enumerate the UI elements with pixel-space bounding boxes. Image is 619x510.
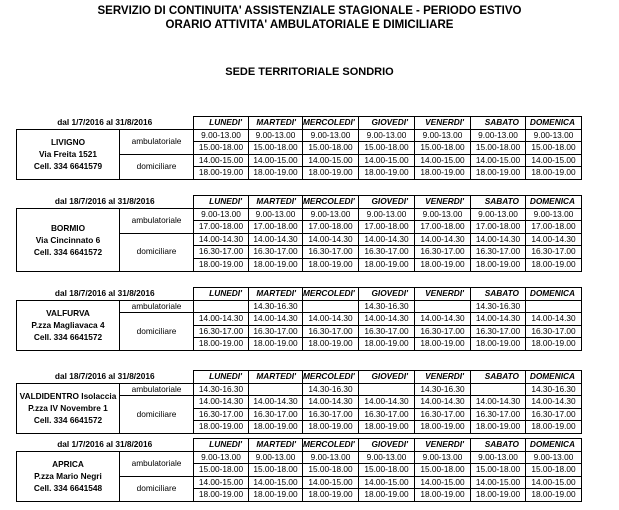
time-cell: 16.30-17.00 <box>415 325 471 338</box>
time-cell: 14.00-15.00 <box>359 154 415 167</box>
day-header: MARTEDI' <box>249 117 303 130</box>
time-cell: 17.00-18.00 <box>194 221 249 234</box>
location-phone: Cell. 334 6641579 <box>33 161 103 172</box>
time-cell: 14.00-14.30 <box>359 233 415 246</box>
day-header: VENERDI' <box>415 439 471 452</box>
time-cell: 9.00-13.00 <box>249 129 303 142</box>
time-cell: 14.00-14.30 <box>415 396 471 409</box>
time-cell: 15.00-18.00 <box>249 142 303 155</box>
time-cell: 16.30-17.00 <box>526 325 582 338</box>
time-cell: 9.00-13.00 <box>415 208 471 221</box>
day-header: GIOVEDI' <box>359 288 415 301</box>
time-cell: 14.00-15.00 <box>303 154 359 167</box>
time-cell: 18.00-19.00 <box>526 258 582 271</box>
time-cell: 14.00-15.00 <box>471 154 526 167</box>
time-cell: 9.00-13.00 <box>526 451 582 464</box>
location-name: APRICA <box>52 459 84 470</box>
day-header: SABATO <box>471 196 526 209</box>
time-cell <box>359 383 415 396</box>
time-cell: 14.30-16.30 <box>415 383 471 396</box>
time-cell: 14.00-14.30 <box>471 233 526 246</box>
time-cell: 14.00-15.00 <box>194 154 249 167</box>
day-header: LUNEDI' <box>194 196 249 209</box>
location-address: P.zza Magliavaca 4 <box>31 320 105 331</box>
time-cell: 17.00-18.00 <box>303 221 359 234</box>
service-type-label: domiciliare <box>120 313 194 351</box>
service-type-label: domiciliare <box>120 476 194 501</box>
location-phone: Cell. 334 6641572 <box>33 246 103 257</box>
day-header: SABATO <box>471 439 526 452</box>
time-cell: 9.00-13.00 <box>303 451 359 464</box>
time-cell: 16.30-17.00 <box>526 408 582 421</box>
time-cell: 15.00-18.00 <box>415 142 471 155</box>
time-cell: 9.00-13.00 <box>194 129 249 142</box>
time-cell: 18.00-19.00 <box>194 421 249 434</box>
day-header: MARTEDI' <box>249 371 303 384</box>
day-header: GIOVEDI' <box>359 196 415 209</box>
location-cell <box>17 383 120 433</box>
time-cell: 14.00-14.30 <box>359 313 415 326</box>
day-header-row <box>17 439 582 452</box>
time-cell <box>194 300 249 313</box>
document-subtitle: ORARIO ATTIVITA' AMBULATORIALE E DIMICILIARE <box>165 19 454 31</box>
time-cell: 14.00-14.30 <box>471 313 526 326</box>
time-cell: 16.30-17.00 <box>249 325 303 338</box>
day-header: GIOVEDI' <box>359 371 415 384</box>
time-cell <box>471 383 526 396</box>
day-header: LUNEDI' <box>194 288 249 301</box>
time-cell: 16.30-17.00 <box>415 246 471 259</box>
time-cell: 18.00-19.00 <box>471 167 526 180</box>
day-header-row <box>17 371 582 384</box>
day-header: VENERDI' <box>415 117 471 130</box>
time-cell: 16.30-17.00 <box>359 246 415 259</box>
schedule-row <box>17 208 582 221</box>
location-cell <box>17 129 120 179</box>
time-cell: 18.00-19.00 <box>359 258 415 271</box>
time-cell: 14.30-16.30 <box>303 383 359 396</box>
day-header-row <box>17 288 582 301</box>
time-cell: 17.00-18.00 <box>471 221 526 234</box>
section-title: SEDE TERRITORIALE SONDRIO <box>225 66 394 78</box>
location-name: BORMIO <box>50 222 86 233</box>
time-cell: 15.00-18.00 <box>526 142 582 155</box>
time-cell: 14.30-16.30 <box>526 383 582 396</box>
time-cell <box>303 300 359 313</box>
time-cell: 9.00-13.00 <box>359 208 415 221</box>
location-address: Via Freita 1521 <box>39 149 97 160</box>
time-cell <box>249 383 303 396</box>
time-cell: 17.00-18.00 <box>415 221 471 234</box>
period-dates: dal 18/7/2016 al 31/8/2016 <box>54 370 155 381</box>
time-cell: 18.00-19.00 <box>303 167 359 180</box>
time-cell: 15.00-18.00 <box>194 142 249 155</box>
schedule-block <box>16 195 582 272</box>
time-cell: 14.30-16.30 <box>249 300 303 313</box>
time-cell: 15.00-18.00 <box>303 464 359 477</box>
time-cell: 14.00-15.00 <box>526 476 582 489</box>
location-phone: Cell. 334 6641548 <box>33 483 103 494</box>
time-cell: 15.00-18.00 <box>249 464 303 477</box>
time-cell: 14.00-14.30 <box>194 233 249 246</box>
location-address: P.zza IV Novembre 1 <box>28 403 108 414</box>
day-header: DOMENICA <box>526 196 582 209</box>
time-cell: 9.00-13.00 <box>471 208 526 221</box>
time-cell: 16.30-17.00 <box>526 246 582 259</box>
day-header: GIOVEDI' <box>359 439 415 452</box>
time-cell: 18.00-19.00 <box>415 167 471 180</box>
time-cell: 9.00-13.00 <box>359 451 415 464</box>
time-cell: 16.30-17.00 <box>249 246 303 259</box>
location-name: VALFURVA <box>46 308 90 319</box>
service-type-label: ambulatoriale <box>120 208 194 233</box>
time-cell: 9.00-13.00 <box>303 129 359 142</box>
day-header: VENERDI' <box>415 196 471 209</box>
service-type-label: ambulatoriale <box>120 451 194 476</box>
time-cell: 9.00-13.00 <box>526 208 582 221</box>
day-header: GIOVEDI' <box>359 117 415 130</box>
time-cell: 18.00-19.00 <box>471 258 526 271</box>
schedule-block <box>16 116 582 180</box>
time-cell: 9.00-13.00 <box>415 129 471 142</box>
time-cell: 17.00-18.00 <box>526 221 582 234</box>
time-cell: 16.30-17.00 <box>194 246 249 259</box>
location-cell <box>17 300 120 350</box>
location-phone: Cell. 334 6641572 <box>33 332 103 343</box>
time-cell: 16.30-17.00 <box>471 246 526 259</box>
day-header: VENERDI' <box>415 288 471 301</box>
location-cell <box>17 451 120 501</box>
time-cell: 15.00-18.00 <box>471 464 526 477</box>
period-dates: dal 1/7/2016 al 31/8/2016 <box>57 116 153 127</box>
time-cell: 18.00-19.00 <box>249 421 303 434</box>
time-cell: 16.30-17.00 <box>471 325 526 338</box>
time-cell: 14.00-15.00 <box>471 476 526 489</box>
time-cell: 18.00-19.00 <box>249 338 303 351</box>
time-cell: 14.00-14.30 <box>415 313 471 326</box>
schedule-block <box>16 438 582 502</box>
period-dates: dal 18/7/2016 al 31/8/2016 <box>54 195 155 206</box>
time-cell: 15.00-18.00 <box>359 464 415 477</box>
time-cell: 14.00-14.30 <box>194 313 249 326</box>
time-cell: 14.00-15.00 <box>526 154 582 167</box>
day-header: MERCOLEDI' <box>303 288 359 301</box>
time-cell: 14.00-14.30 <box>249 396 303 409</box>
time-cell: 14.00-14.30 <box>526 313 582 326</box>
time-cell: 14.00-14.30 <box>303 396 359 409</box>
period-dates: dal 1/7/2016 al 31/8/2016 <box>57 438 153 449</box>
time-cell: 18.00-19.00 <box>415 489 471 502</box>
time-cell: 18.00-19.00 <box>303 258 359 271</box>
time-cell: 18.00-19.00 <box>303 338 359 351</box>
day-header: LUNEDI' <box>194 117 249 130</box>
day-header: MARTEDI' <box>249 439 303 452</box>
time-cell: 18.00-19.00 <box>194 338 249 351</box>
time-cell: 14.00-14.30 <box>359 396 415 409</box>
time-cell: 14.00-14.30 <box>194 396 249 409</box>
day-header: DOMENICA <box>526 117 582 130</box>
document-title: SERVIZIO DI CONTINUITA' ASSISTENZIALE STAGIONALE - PERIODO ESTIVO <box>97 5 522 17</box>
time-cell: 18.00-19.00 <box>249 489 303 502</box>
time-cell: 15.00-18.00 <box>526 464 582 477</box>
time-cell: 17.00-18.00 <box>359 221 415 234</box>
time-cell: 18.00-19.00 <box>359 167 415 180</box>
time-cell: 9.00-13.00 <box>194 451 249 464</box>
day-header: DOMENICA <box>526 371 582 384</box>
time-cell <box>415 300 471 313</box>
time-cell: 16.30-17.00 <box>415 408 471 421</box>
time-cell: 9.00-13.00 <box>471 129 526 142</box>
day-header: VENERDI' <box>415 371 471 384</box>
day-header-row <box>17 117 582 130</box>
time-cell <box>526 300 582 313</box>
service-type-label: ambulatoriale <box>120 300 194 313</box>
day-header: DOMENICA <box>526 439 582 452</box>
location-phone: Cell. 334 6641572 <box>33 415 103 426</box>
time-cell: 15.00-18.00 <box>194 464 249 477</box>
time-cell: 14.00-14.30 <box>526 396 582 409</box>
day-header: SABATO <box>471 288 526 301</box>
schedule-row <box>17 451 582 464</box>
time-cell: 9.00-13.00 <box>471 451 526 464</box>
location-name: VALDIDENTRO Isolaccia <box>19 391 117 402</box>
time-cell: 14.00-14.30 <box>526 233 582 246</box>
time-cell: 16.30-17.00 <box>471 408 526 421</box>
time-cell: 14.00-15.00 <box>359 476 415 489</box>
time-cell: 14.00-15.00 <box>249 476 303 489</box>
time-cell: 16.30-17.00 <box>359 408 415 421</box>
time-cell: 18.00-19.00 <box>415 338 471 351</box>
time-cell: 18.00-19.00 <box>526 489 582 502</box>
time-cell: 18.00-19.00 <box>249 167 303 180</box>
time-cell: 14.00-14.30 <box>303 233 359 246</box>
time-cell: 17.00-18.00 <box>249 221 303 234</box>
time-cell: 16.30-17.00 <box>303 246 359 259</box>
time-cell: 16.30-17.00 <box>359 325 415 338</box>
period-dates: dal 18/7/2016 al 31/8/2016 <box>54 287 155 298</box>
time-cell: 16.30-17.00 <box>303 408 359 421</box>
time-cell: 14.00-15.00 <box>415 476 471 489</box>
day-header-row <box>17 196 582 209</box>
time-cell: 9.00-13.00 <box>249 451 303 464</box>
service-type-label: ambulatoriale <box>120 383 194 396</box>
time-cell: 14.00-14.30 <box>415 233 471 246</box>
time-cell: 9.00-13.00 <box>194 208 249 221</box>
time-cell: 18.00-19.00 <box>359 421 415 434</box>
schedule-block <box>16 370 582 434</box>
day-header: MARTEDI' <box>249 196 303 209</box>
time-cell: 9.00-13.00 <box>359 129 415 142</box>
time-cell: 14.00-15.00 <box>249 154 303 167</box>
time-cell: 15.00-18.00 <box>471 142 526 155</box>
time-cell: 14.00-14.30 <box>303 313 359 326</box>
time-cell: 14.00-14.30 <box>471 396 526 409</box>
location-address: Via Cincinnato 6 <box>35 234 101 245</box>
schedule-row <box>17 383 582 396</box>
day-header: MERCOLEDI' <box>303 196 359 209</box>
time-cell: 9.00-13.00 <box>303 208 359 221</box>
time-cell: 16.30-17.00 <box>249 408 303 421</box>
day-header: LUNEDI' <box>194 371 249 384</box>
time-cell: 18.00-19.00 <box>303 421 359 434</box>
schedule-row <box>17 300 582 313</box>
service-type-label: domiciliare <box>120 233 194 271</box>
time-cell: 14.30-16.30 <box>359 300 415 313</box>
time-cell: 18.00-19.00 <box>471 338 526 351</box>
time-cell: 14.00-15.00 <box>415 154 471 167</box>
time-cell: 18.00-19.00 <box>471 421 526 434</box>
time-cell: 9.00-13.00 <box>526 129 582 142</box>
day-header: SABATO <box>471 371 526 384</box>
service-type-label: ambulatoriale <box>120 129 194 154</box>
time-cell: 18.00-19.00 <box>359 489 415 502</box>
time-cell: 14.00-15.00 <box>303 476 359 489</box>
time-cell: 15.00-18.00 <box>303 142 359 155</box>
schedule-row <box>17 129 582 142</box>
time-cell: 18.00-19.00 <box>194 258 249 271</box>
time-cell: 14.30-16.30 <box>471 300 526 313</box>
time-cell: 15.00-18.00 <box>359 142 415 155</box>
time-cell: 18.00-19.00 <box>415 421 471 434</box>
time-cell: 18.00-19.00 <box>359 338 415 351</box>
service-type-label: domiciliare <box>120 154 194 179</box>
time-cell: 16.30-17.00 <box>303 325 359 338</box>
day-header: MERCOLEDI' <box>303 371 359 384</box>
time-cell: 18.00-19.00 <box>526 167 582 180</box>
time-cell: 18.00-19.00 <box>526 338 582 351</box>
location-name: LIVIGNO <box>50 137 86 148</box>
time-cell: 18.00-19.00 <box>194 489 249 502</box>
schedule-block <box>16 287 582 351</box>
time-cell: 18.00-19.00 <box>249 258 303 271</box>
time-cell: 16.30-17.00 <box>194 325 249 338</box>
time-cell: 18.00-19.00 <box>194 167 249 180</box>
time-cell: 9.00-13.00 <box>249 208 303 221</box>
time-cell: 18.00-19.00 <box>526 421 582 434</box>
time-cell: 14.00-15.00 <box>194 476 249 489</box>
location-address: P.zza Mario Negri <box>34 471 102 482</box>
day-header: SABATO <box>471 117 526 130</box>
day-header: LUNEDI' <box>194 439 249 452</box>
time-cell: 9.00-13.00 <box>415 451 471 464</box>
day-header: MERCOLEDI' <box>303 439 359 452</box>
time-cell: 14.00-14.30 <box>249 313 303 326</box>
day-header: DOMENICA <box>526 288 582 301</box>
service-type-label: domiciliare <box>120 396 194 434</box>
time-cell: 18.00-19.00 <box>415 258 471 271</box>
time-cell: 18.00-19.00 <box>471 489 526 502</box>
day-header: MERCOLEDI' <box>303 117 359 130</box>
day-header: MARTEDI' <box>249 288 303 301</box>
time-cell: 14.00-14.30 <box>249 233 303 246</box>
time-cell: 15.00-18.00 <box>415 464 471 477</box>
time-cell: 16.30-17.00 <box>194 408 249 421</box>
location-cell <box>17 208 120 271</box>
time-cell: 14.30-16.30 <box>194 383 249 396</box>
time-cell: 18.00-19.00 <box>303 489 359 502</box>
